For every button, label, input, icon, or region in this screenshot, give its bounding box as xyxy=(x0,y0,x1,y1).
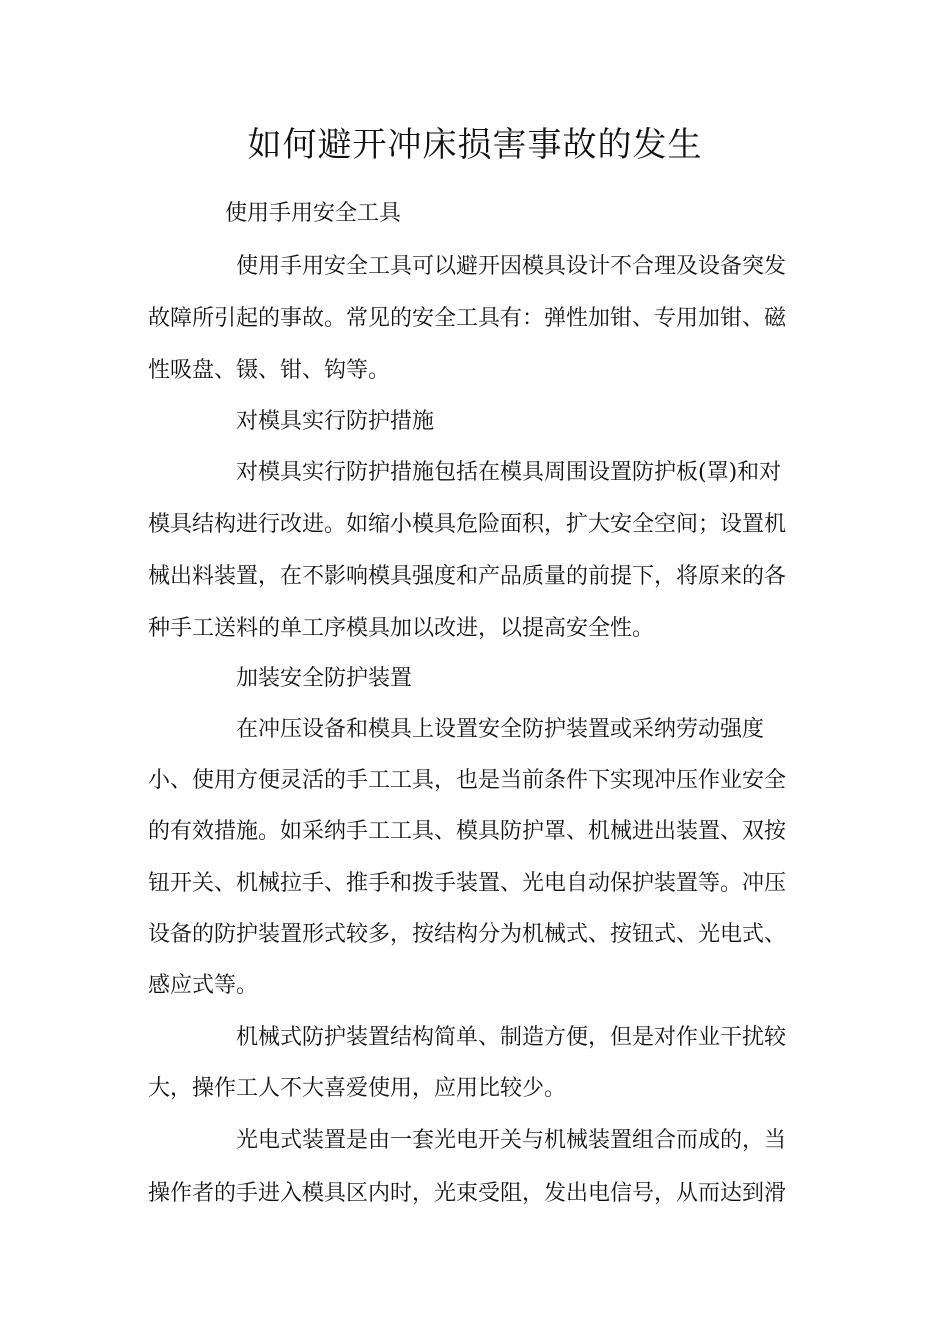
section-heading-protective-devices: 加装安全防护装置 xyxy=(236,666,413,691)
paragraph-line: 的有效措施。如采纳手工工具、模具防护罩、机械进出装置、双按 xyxy=(148,819,787,844)
paragraph-line: 对模具实行防护措施包括在模具周围设置防护板(罩)和对 xyxy=(236,460,782,485)
paragraph-line: 光电式装置是由一套光电开关与机械装置组合而成的，当 xyxy=(236,1128,787,1153)
paragraph-line: 机械式防护装置结构简单、制造方便，但是对作业干扰较 xyxy=(236,1025,787,1050)
document-title: 如何避开冲床损害事故的发生 xyxy=(247,125,703,165)
paragraph-line: 使用手用安全工具可以避开因模具设计不合理及设备突发 xyxy=(236,254,787,279)
paragraph-line: 种手工送料的单工序模具加以改进，以提高安全性。 xyxy=(148,616,655,641)
section-heading-safety-tools: 使用手用安全工具 xyxy=(225,201,402,226)
section-heading-mold-protection: 对模具实行防护措施 xyxy=(236,409,435,434)
paragraph-line: 模具结构进行改进。如缩小模具危险面积，扩大安全空间；设置机 xyxy=(148,512,787,537)
paragraph-line: 小、使用方便灵活的手工工具，也是当前条件下实现冲压作业安全 xyxy=(148,768,787,793)
paragraph-line: 在冲压设备和模具上设置安全防护装置或采纳劳动强度 xyxy=(236,717,765,742)
paragraph-line: 钮开关、机械拉手、推手和拨手装置、光电自动保护装置等。冲压 xyxy=(148,871,787,896)
paragraph-line: 大，操作工人不大喜爱使用，应用比较少。 xyxy=(148,1076,567,1101)
paragraph-line: 性吸盘、镊、钳、钩等。 xyxy=(148,358,391,383)
paragraph-line: 械出料装置，在不影响模具强度和产品质量的前提下，将原来的各 xyxy=(148,564,787,589)
paragraph-line: 设备的防护装置形式较多，按结构分为机械式、按钮式、光电式、 xyxy=(148,922,787,947)
paragraph-line: 故障所引起的事故。常见的安全工具有：弹性加钳、专用加钳、磁 xyxy=(148,306,787,331)
paragraph-line: 操作者的手进入模具区内时，光束受阻，发出电信号，从而达到滑 xyxy=(148,1181,787,1206)
paragraph-line: 感应式等。 xyxy=(148,973,259,998)
